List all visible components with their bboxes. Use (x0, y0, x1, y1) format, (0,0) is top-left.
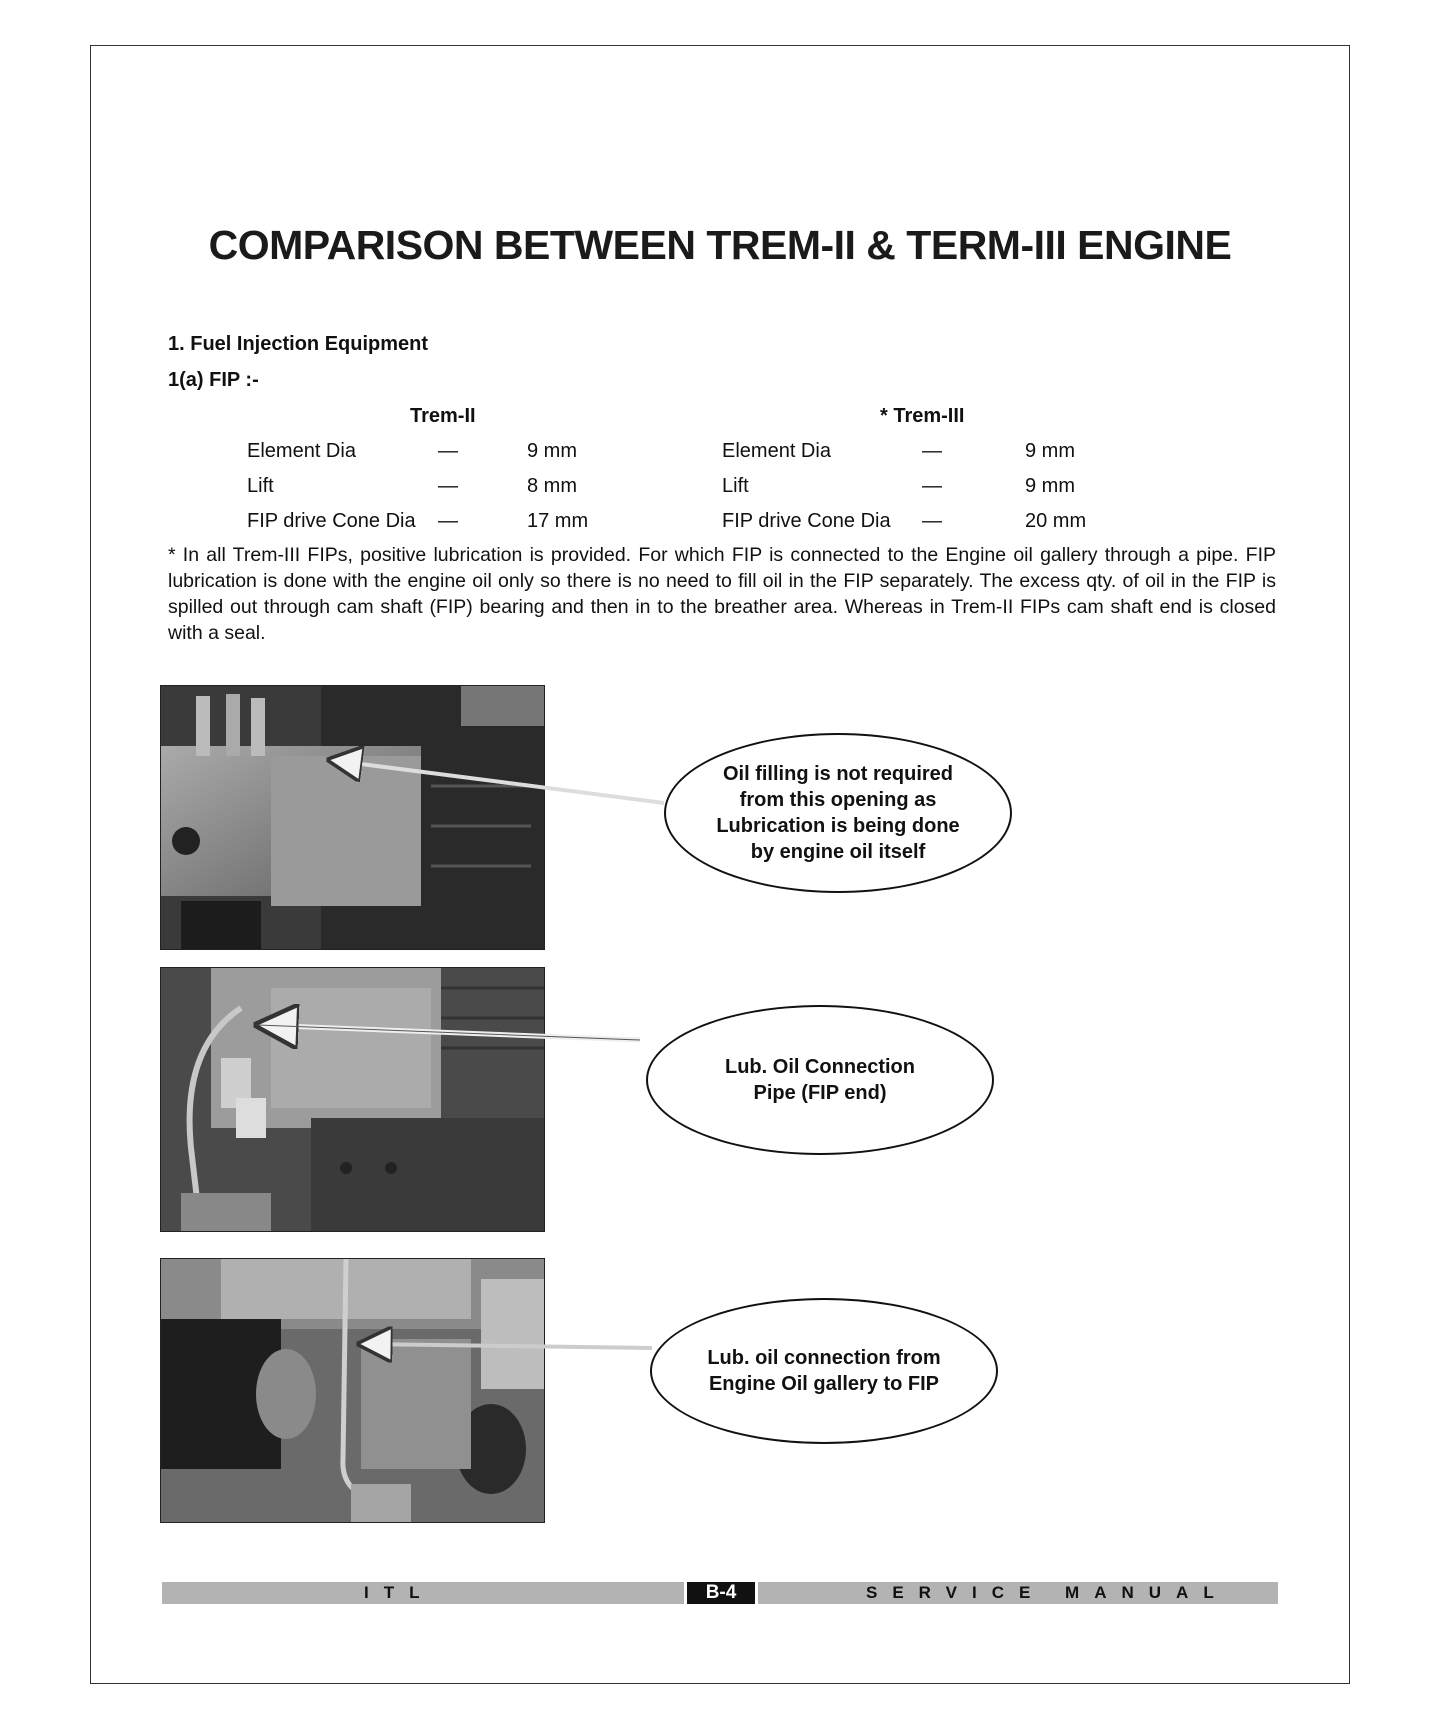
footer-right-bar (758, 1582, 1278, 1604)
trem3-row-dash: — (922, 440, 942, 462)
footer-left-bar (162, 1582, 684, 1604)
callout-line: from this opening as (739, 789, 937, 811)
callout-oil-filling (664, 733, 1012, 893)
trem3-row-label: Element Dia (722, 440, 831, 462)
callout-line: by engine oil itself (750, 841, 926, 863)
trem3-row-dash: — (922, 510, 942, 532)
trem3-row-label: FIP drive Cone Dia (722, 510, 891, 532)
trem2-row-label: Element Dia (247, 440, 356, 462)
callout-oil-gallery (650, 1298, 998, 1444)
trem2-row-dash: — (438, 475, 458, 497)
trem3-header: * Trem-III (880, 405, 965, 427)
callout-line: Lub. oil connection from (707, 1347, 941, 1369)
trem3-row-value: 20 mm (1025, 510, 1087, 532)
callout-line: Oil filling is not required (722, 763, 953, 785)
callout-lub-pipe (646, 1005, 994, 1155)
trem2-header: Trem-II (410, 405, 476, 427)
callout-line: Lub. Oil Connection (725, 1056, 915, 1078)
trem2-row-label: FIP drive Cone Dia (247, 510, 416, 532)
callout-line: Pipe (FIP end) (753, 1082, 887, 1104)
trem3-row-dash: — (922, 475, 942, 497)
trem3-row-label: Lift (722, 475, 749, 497)
section-subheading: 1(a) FIP :- (168, 369, 259, 391)
footer-manual-title: SERVICE MANUAL (866, 1583, 1229, 1602)
trem3-row-value: 9 mm (1025, 475, 1075, 497)
trem2-row-dash: — (438, 440, 458, 462)
trem2-row-label: Lift (247, 475, 274, 497)
page-title: COMPARISON BETWEEN TREM-II & TERM-III ENGINE (208, 222, 1232, 268)
trem2-row-value: 8 mm (527, 475, 577, 497)
section-heading: 1. Fuel Injection Equipment (168, 333, 429, 355)
footer-brand: ITL (364, 1583, 435, 1602)
callout-line: Lubrication is being done (716, 815, 960, 837)
lubrication-note: * In all Trem-III FIPs, positive lubrication is provided. For which FIP is connected to the Engine oil gallery through a pipe. FIP lubrication is done with the engine oil only so there is no need to fill oil in the FIP separately. The excess qty. of oil in the FIP is spilled out through cam shaft (FIP) bearing and then in to the breather area. Whereas in Trem-II FIPs cam shaft end is closed with a seal. (168, 544, 1276, 644)
page-number: B-4 (687, 1582, 755, 1604)
callout-line: Engine Oil gallery to FIP (708, 1373, 940, 1395)
trem3-row-value: 9 mm (1025, 440, 1075, 462)
trem2-row-dash: — (438, 510, 458, 532)
trem2-row-value: 9 mm (527, 440, 577, 462)
trem2-row-value: 17 mm (527, 510, 589, 532)
